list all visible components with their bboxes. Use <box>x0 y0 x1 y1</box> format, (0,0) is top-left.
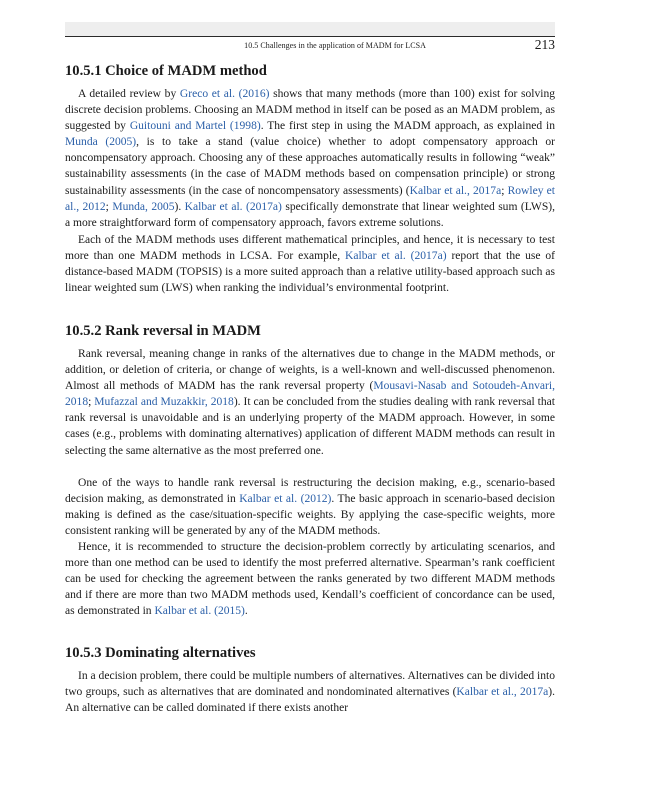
text-run: ). <box>174 200 185 213</box>
citation-link[interactable]: Munda, 2005 <box>112 200 175 213</box>
page-number: 213 <box>534 37 555 52</box>
paragraph <box>65 86 555 231</box>
paragraph <box>65 232 555 296</box>
citation-link[interactable]: Mousavi-Nasab and Sotoudeh-Anvari, 2018 <box>65 380 555 409</box>
paragraph <box>65 668 555 716</box>
text-run: ; <box>501 184 508 197</box>
citation-link[interactable]: Kalbar et al., 2017a <box>409 184 502 197</box>
text-run: Hence, it is recommended to structure the decision-problem correctly by articulating scenarios, and more than one method can be used to identify the most preferred alternative. Spearman’s rank coefficient can be used for checking the agreement between the ranks generated by two different MADM methods and if there are more than two MADM methods used, Kendall’s coefficient of concordance can be used, as demonstrated in <box>65 541 555 618</box>
citation-link[interactable]: Mufazzal and Muzakkir, 2018 <box>94 396 234 409</box>
section-heading: 10.5.2 Rank reversal in MADM <box>65 323 261 339</box>
text-run: In a decision problem, there could be multiple numbers of alternatives. Alternatives can be divided into two groups, such as alternatives that are dominated and nondominated alternatives ( <box>65 670 555 699</box>
text-run: . The basic approach in scenario-based decision making is defined as the case/situation-specific weights. By applying the case-specific weights, more consistent ranking will be generated by any of the MADM methods. <box>65 493 555 538</box>
text-run: shows that many methods (more than 100) exist for solving discrete decision problems. Choosing an MADM method in itself can be posed as an MADM problem, as suggested by <box>65 88 555 133</box>
text-run: Rank reversal, meaning change in ranks of the alternatives due to change in the MADM methods, or addition, or deletion of criteria, or change of weights, is a well-known and well-discussed phenomenon. Almost all methods of MADM has the rank reversal property ( <box>65 348 555 393</box>
text-run: One of the ways to handle rank reversal is restructuring the decision making, e.g., scenario-based decision making, as demonstrated in <box>65 477 555 506</box>
text-run: report that the use of distance-based MADM (TOPSIS) is a more suited approach than a relative utility-based approach such as linear weighted sum (LWS) when ranking the individual’s environmental footprint. <box>65 250 555 295</box>
citation-link[interactable]: Kalbar et al. (2012) <box>239 493 332 506</box>
citation-link[interactable]: Guitouni and Martel (1998) <box>129 120 261 133</box>
text-run: ). An alternative can be called dominated if there exists another <box>65 686 555 715</box>
section-heading: 10.5.1 Choice of MADM method <box>65 63 267 79</box>
text-run: . <box>244 605 248 618</box>
paragraph <box>65 539 555 619</box>
running-head: 10.5 Challenges in the application of MADM for LCSA <box>244 41 426 50</box>
citation-link[interactable]: Kalbar et al. (2015) <box>154 605 245 618</box>
citation-link[interactable]: Kalbar et al. (2017a) <box>345 250 447 263</box>
header-rule <box>65 36 555 37</box>
text-run: Each of the MADM methods uses different mathematical principles, and hence, it is necessary to test more than one MADM methods in LCSA. For example, <box>65 234 555 263</box>
running-header-band <box>65 22 555 36</box>
text-run: A detailed review by <box>78 88 180 100</box>
citation-link[interactable]: Kalbar et al., 2017a <box>456 686 549 699</box>
citation-link[interactable]: Rowley et al., 2012 <box>65 184 555 213</box>
citation-link[interactable]: Greco et al. (2016) <box>179 88 270 100</box>
section-heading: 10.5.3 Dominating alternatives <box>65 645 256 661</box>
text-run: ). It can be concluded from the studies dealing with rank reversal that rank reversal is unavoidable and is an underlying property of the MADM approach. However, in some cases (e.g., problems with dominating alternatives) application of different MADM methods can result in selecting the same alternative as the most preferred one. <box>65 396 555 457</box>
text-run: , is to take a stand (value choice) whether to adopt compensatory approach or noncompensatory approach. Choosing any of these approaches automatically results in following “weak” sustainability assessments (in the case of MADM methods based on compensation principle) or strong sustainability assessments (in the case of noncompensatory assessments) ( <box>65 136 555 197</box>
text-run: specifically demonstrate that linear weighted sum (LWS), a more straightforward form of compensatory approach, favors extreme solutions. <box>65 200 555 229</box>
paragraph <box>65 475 555 539</box>
text-run: ; <box>88 396 95 409</box>
text-run: ; <box>105 200 113 213</box>
citation-link[interactable]: Munda (2005) <box>65 136 137 149</box>
paragraph <box>65 346 555 459</box>
text-run: . The first step in using the MADM approach, as explained in <box>260 120 555 133</box>
citation-link[interactable]: Kalbar et al. (2017a) <box>184 200 282 213</box>
